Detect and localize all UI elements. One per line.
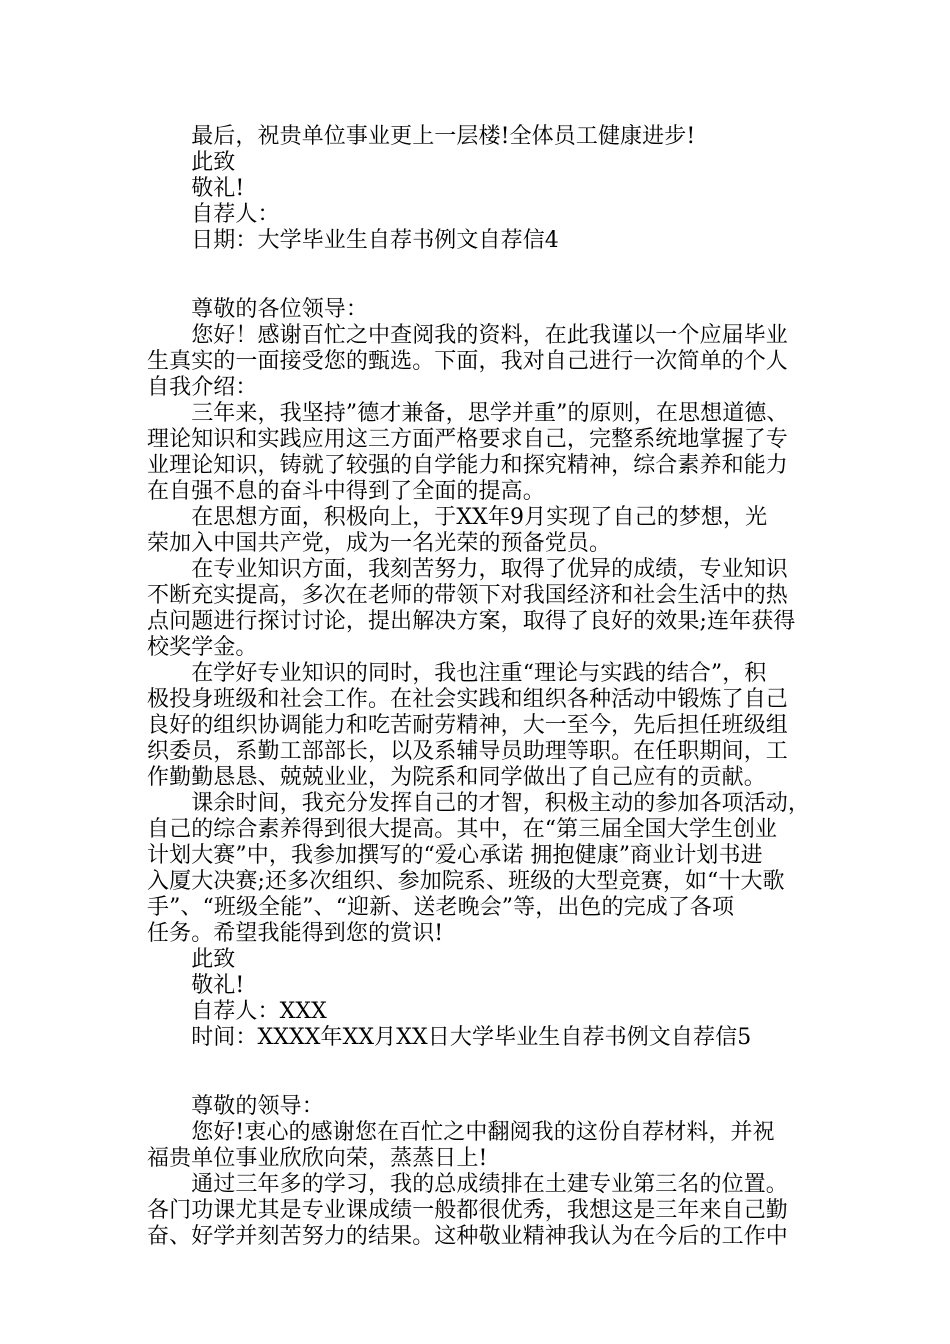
paragraph-line: 作勤勤恳恳、兢兢业业，为院系和同学做出了自己应有的贡献。: [147, 765, 766, 790]
paragraph-line: 课余时间，我充分发挥自己的才智，积极主动的参加各项活动，: [147, 791, 811, 816]
paragraph-line: 荣加入中国共产党，成为一名光荣的预备党员。: [147, 531, 612, 556]
salutation-cizhi: 此致: [147, 150, 236, 175]
paragraph-line: 极投身班级和社会工作。在社会实践和组织各种活动中锻炼了自己: [147, 687, 788, 712]
paragraph-line: 计划大赛”中，我参加撰写的“爱心承诺 拥抱健康”商业计划书进: [147, 843, 763, 868]
closing-wish-line: 最后，祝贵单位事业更上一层楼!全体员工健康进步!: [147, 124, 696, 149]
paragraph-line: 自我介绍：: [147, 375, 258, 400]
salutation-jingli: 敬礼!: [147, 176, 245, 201]
paragraph-line: 自己的综合素养得到很大提高。其中，在“第三届全国大学生创业: [147, 817, 778, 842]
letter4-greeting: 尊敬的各位领导：: [147, 297, 369, 322]
paragraph-line: 良好的组织协调能力和吃苦耐劳精神，大一至今，先后担任班级组: [147, 713, 788, 738]
paragraph-line: 理论知识和实践应用这三方面严格要求自己，完整系统地掌握了专: [147, 427, 788, 452]
date-heading-line: 时间：XXXX年XX月XX日大学毕业生自荐书例文自荐信5: [147, 1025, 752, 1050]
paragraph-line: 奋、好学并刻苦努力的结果。这种敬业精神我认为在今后的工作中: [147, 1224, 788, 1249]
letter5-greeting: 尊敬的领导：: [147, 1094, 324, 1119]
salutation-cizhi: 此致: [147, 947, 236, 972]
paragraph-line: 在学好专业知识的同时，我也注重“理论与实践的结合”，积: [147, 661, 767, 686]
paragraph-line: 您好!衷心的感谢您在百忙之中翻阅我的这份自荐材料，并祝: [147, 1120, 775, 1145]
recommender-line: 自荐人：XXX: [147, 999, 327, 1024]
paragraph-line: 织委员，系勤工部部长，以及系辅导员助理等职。在任职期间，工: [147, 739, 788, 764]
paragraph-line: 在自强不息的奋斗中得到了全面的提高。: [147, 479, 545, 504]
paragraph-line: 在专业知识方面，我刻苦努力，取得了优异的成绩，专业知识: [147, 557, 788, 582]
paragraph-line: 三年来，我坚持”德才兼备，思学并重”的原则，在思想道德、: [147, 401, 789, 426]
paragraph-line: 各门功课尤其是专业课成绩一般都很优秀，我想这是三年来自己勤: [147, 1198, 788, 1223]
paragraph-line: 福贵单位事业欣欣向荣，蒸蒸日上!: [147, 1146, 488, 1171]
date-heading-line: 日期：大学毕业生自荐书例文自荐信4: [147, 228, 559, 253]
paragraph-line: 手”、“班级全能”、“迎新、送老晚会”等，出色的完成了各项: [147, 895, 735, 920]
paragraph-line: 通过三年多的学习，我的总成绩排在土建专业第三名的位置。: [147, 1172, 788, 1197]
paragraph-line: 校奖学金。: [147, 635, 258, 660]
salutation-jingli: 敬礼!: [147, 973, 245, 998]
paragraph-line: 业理论知识，铸就了较强的自学能力和探究精神，综合素养和能力: [147, 453, 788, 478]
paragraph-line: 任务。希望我能得到您的赏识!: [147, 921, 444, 946]
paragraph-line: 您好！感谢百忙之中查阅我的资料，在此我谨以一个应届毕业: [147, 323, 788, 348]
recommender-line: 自荐人：: [147, 202, 280, 227]
paragraph-line: 生真实的一面接受您的甄选。下面，我对自己进行一次简单的个人: [147, 349, 788, 374]
paragraph-line: 点问题进行探讨讨论，提出解决方案，取得了良好的效果;连年获得: [147, 609, 796, 634]
paragraph-line: 在思想方面，积极向上，于XX年9月实现了自己的梦想，光: [147, 505, 768, 530]
paragraph-line: 入厦大决赛;还多次组织、参加院系、班级的大型竞赛，如“十大歌: [147, 869, 785, 894]
paragraph-line: 不断充实提高，多次在老师的带领下对我国经济和社会生活中的热: [147, 583, 788, 608]
